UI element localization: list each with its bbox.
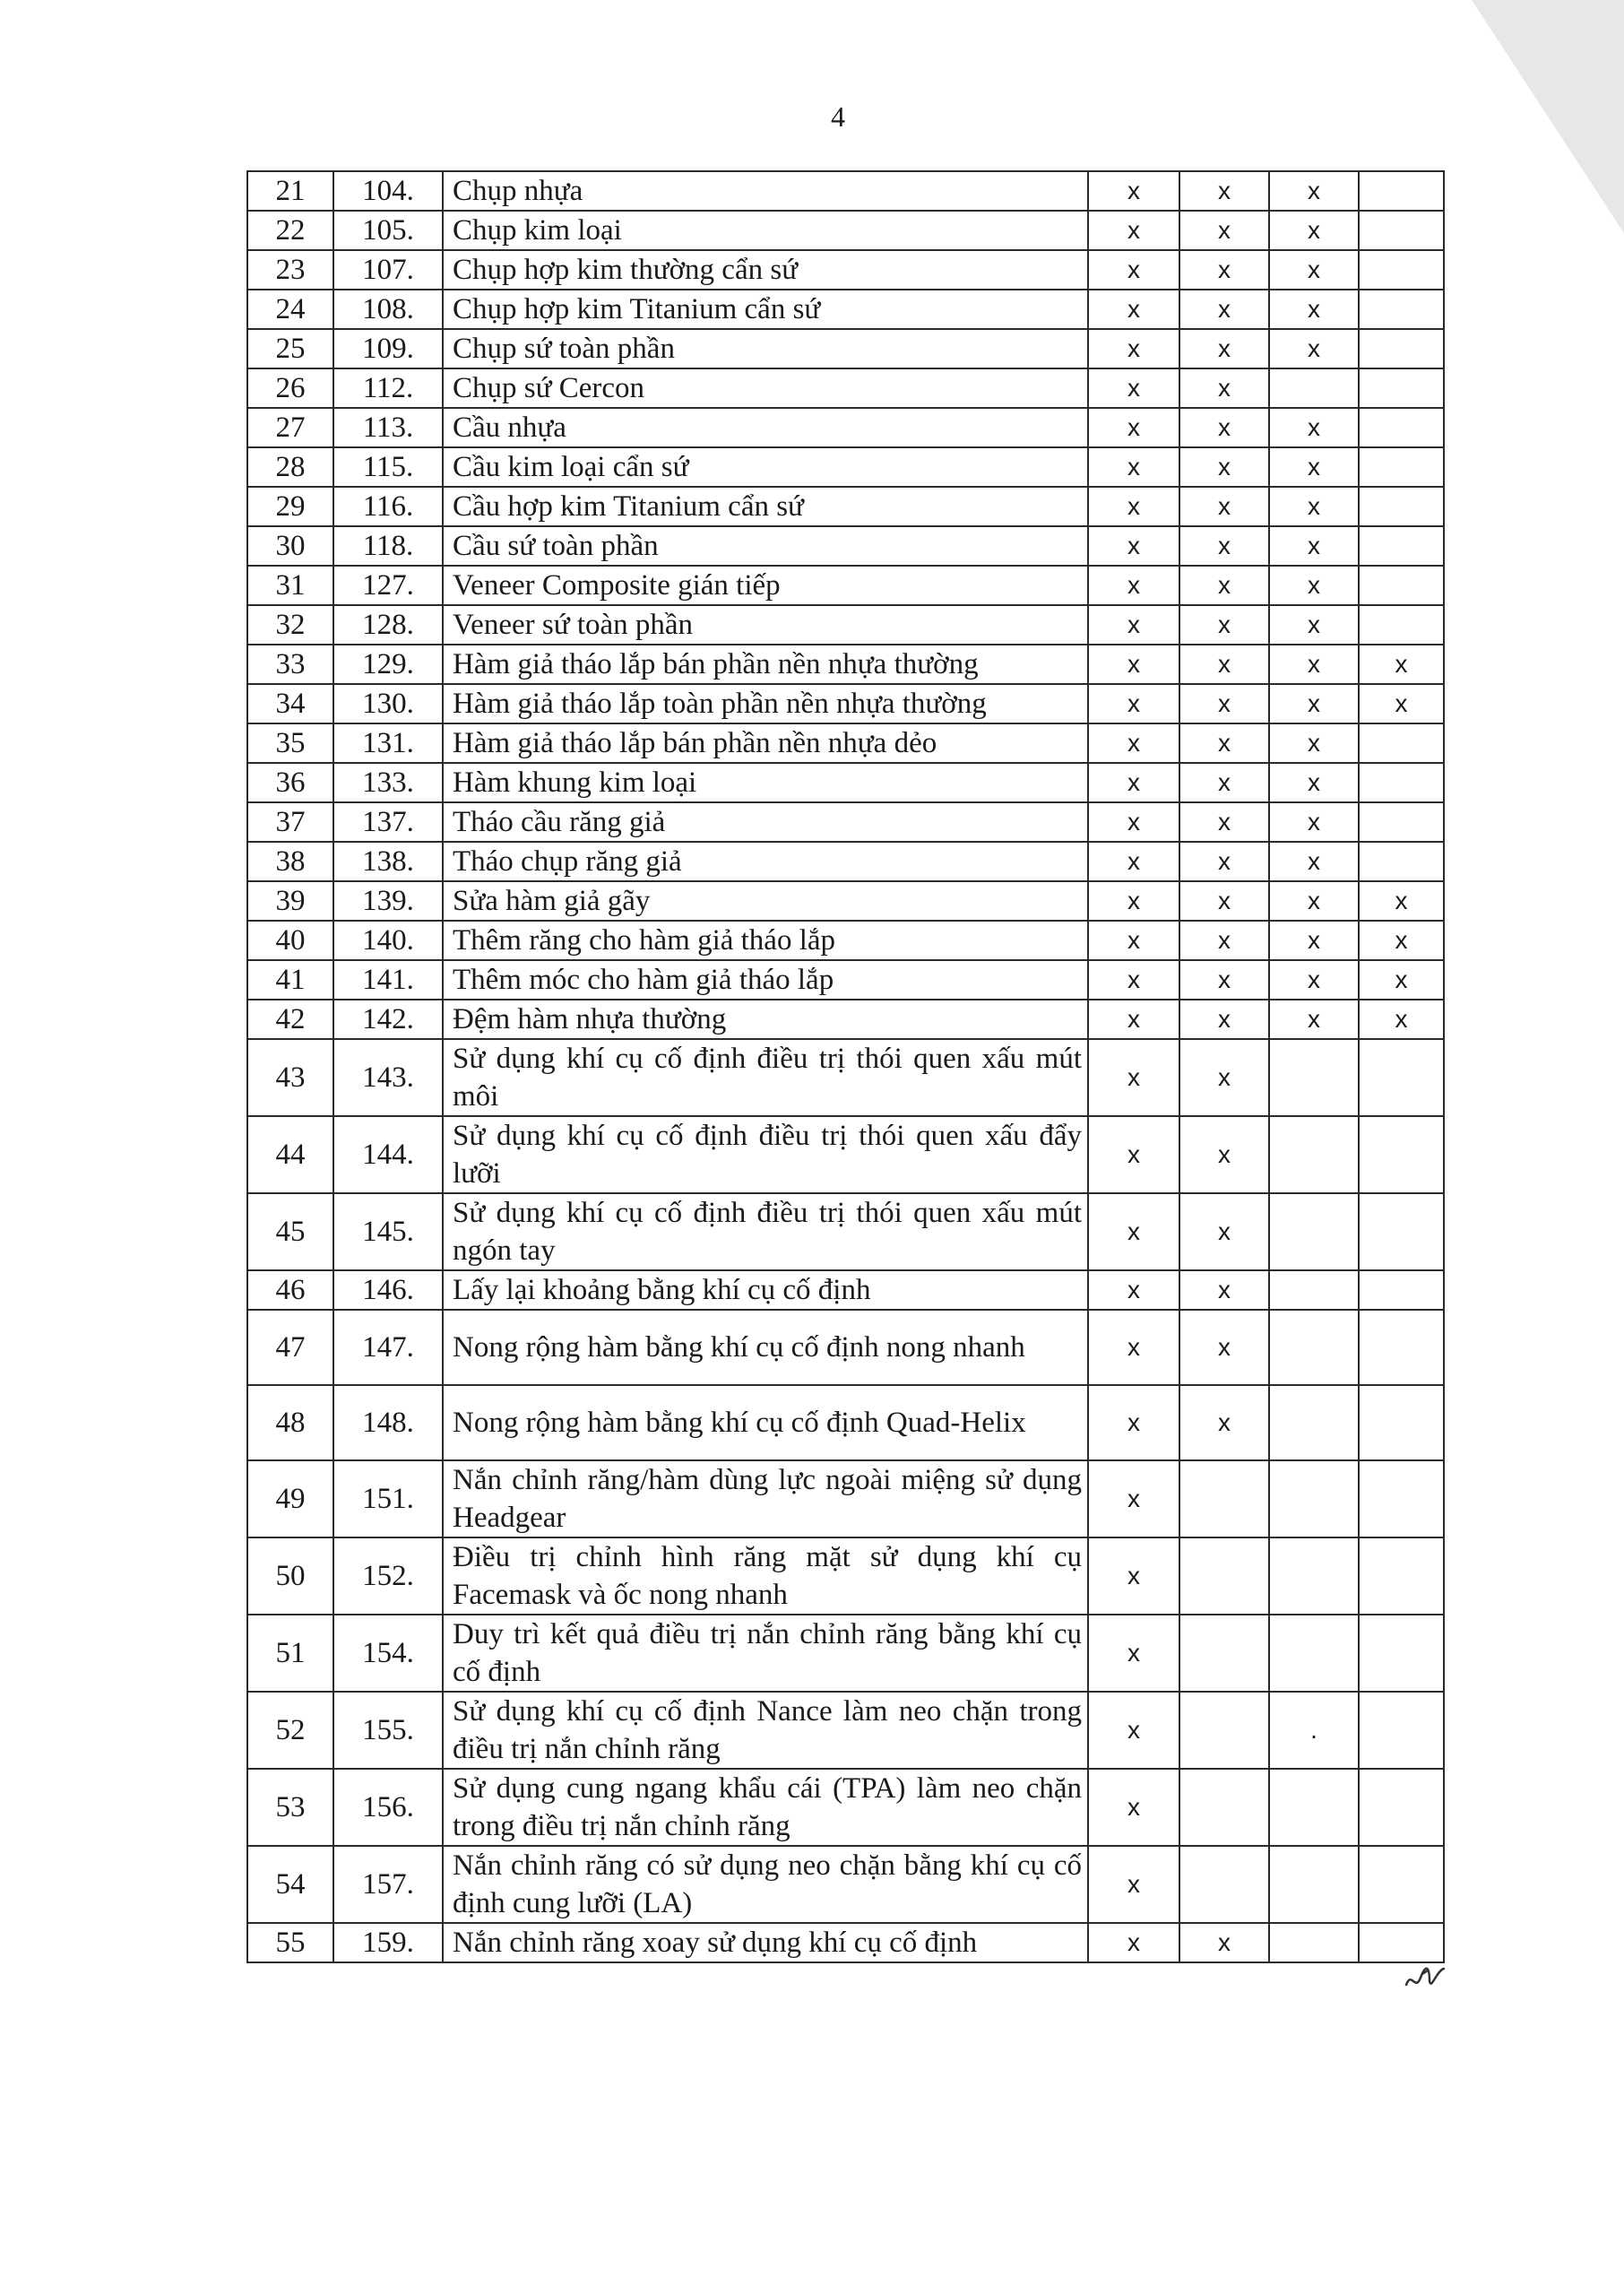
row-mark-col1: x: [1088, 290, 1179, 329]
row-mark-col3: x: [1269, 447, 1359, 487]
row-mark-col4: x: [1359, 1000, 1444, 1039]
table-row: [247, 881, 1444, 921]
row-service-name: Sửa hàm giả gãy: [443, 881, 1088, 921]
table-row: [247, 171, 1444, 211]
row-code: 146.: [333, 1270, 443, 1310]
row-stt: 44: [247, 1116, 333, 1193]
table-row: [247, 1270, 1444, 1310]
row-mark-col1: x: [1088, 487, 1179, 526]
row-code: 131.: [333, 723, 443, 763]
table-row: [247, 842, 1444, 881]
row-mark-col1: x: [1088, 881, 1179, 921]
row-mark-col2: x: [1179, 802, 1269, 842]
row-code: 127.: [333, 566, 443, 605]
row-code: 118.: [333, 526, 443, 566]
row-service-name: Nong rộng hàm bằng khí cụ cố định Quad-Helix: [443, 1385, 1088, 1460]
row-mark-col1: x: [1088, 802, 1179, 842]
row-stt: 34: [247, 684, 333, 723]
row-mark-col2: [1179, 1769, 1269, 1846]
row-mark-col4: [1359, 487, 1444, 526]
row-code: 155.: [333, 1692, 443, 1769]
table-row: [247, 684, 1444, 723]
row-stt: 55: [247, 1923, 333, 1962]
row-code: 107.: [333, 250, 443, 290]
table-row: [247, 290, 1444, 329]
row-mark-col3: x: [1269, 211, 1359, 250]
row-mark-col1: x: [1088, 1846, 1179, 1923]
row-mark-col3: [1269, 1310, 1359, 1385]
row-mark-col1: x: [1088, 1270, 1179, 1310]
row-stt: 36: [247, 763, 333, 802]
row-mark-col3: x: [1269, 1000, 1359, 1039]
row-code: 147.: [333, 1310, 443, 1385]
row-code: 152.: [333, 1537, 443, 1615]
row-service-name: Nong rộng hàm bằng khí cụ cố định nong nhanh: [443, 1310, 1088, 1385]
table-row: [247, 566, 1444, 605]
row-mark-col4: [1359, 1270, 1444, 1310]
row-mark-col3: [1269, 1769, 1359, 1846]
row-mark-col4: [1359, 763, 1444, 802]
table-row: [247, 763, 1444, 802]
row-mark-col2: x: [1179, 1385, 1269, 1460]
row-mark-col4: [1359, 211, 1444, 250]
table-row: [247, 960, 1444, 1000]
row-mark-col3: [1269, 1460, 1359, 1537]
row-mark-col4: x: [1359, 881, 1444, 921]
row-mark-col1: x: [1088, 684, 1179, 723]
row-stt: 23: [247, 250, 333, 290]
row-code: 104.: [333, 171, 443, 211]
table-row: [247, 1460, 1444, 1537]
row-mark-col2: x: [1179, 368, 1269, 408]
row-stt: 35: [247, 723, 333, 763]
row-mark-col4: x: [1359, 960, 1444, 1000]
table-row: [247, 211, 1444, 250]
row-mark-col2: [1179, 1692, 1269, 1769]
row-service-name: Cầu sứ toàn phần: [443, 526, 1088, 566]
row-code: 157.: [333, 1846, 443, 1923]
table-row: [247, 447, 1444, 487]
row-service-name: Sử dụng khí cụ cố định điều trị thói quen xấu mút ngón tay: [443, 1193, 1088, 1270]
row-mark-col2: x: [1179, 329, 1269, 368]
row-code: 143.: [333, 1039, 443, 1116]
row-mark-col3: x: [1269, 250, 1359, 290]
row-mark-col4: [1359, 1537, 1444, 1615]
row-mark-col3: x: [1269, 723, 1359, 763]
row-service-name: Thêm móc cho hàm giả tháo lắp: [443, 960, 1088, 1000]
row-stt: 29: [247, 487, 333, 526]
row-mark-col1: x: [1088, 1923, 1179, 1962]
table-row: [247, 329, 1444, 368]
row-service-name: Tháo cầu răng giả: [443, 802, 1088, 842]
row-mark-col4: [1359, 368, 1444, 408]
row-stt: 32: [247, 605, 333, 645]
row-service-name: Sử dụng khí cụ cố định Nance làm neo chặn trong điều trị nắn chỉnh răng: [443, 1692, 1088, 1769]
row-mark-col3: [1269, 1193, 1359, 1270]
row-mark-col1: x: [1088, 1039, 1179, 1116]
row-stt: 31: [247, 566, 333, 605]
row-mark-col2: x: [1179, 290, 1269, 329]
row-mark-col3: x: [1269, 487, 1359, 526]
row-code: 112.: [333, 368, 443, 408]
row-mark-col2: x: [1179, 605, 1269, 645]
table-row: [247, 526, 1444, 566]
row-mark-col3: x: [1269, 881, 1359, 921]
row-stt: 53: [247, 1769, 333, 1846]
row-mark-col2: x: [1179, 526, 1269, 566]
row-mark-col1: x: [1088, 1310, 1179, 1385]
row-mark-col3: x: [1269, 329, 1359, 368]
row-mark-col4: [1359, 1193, 1444, 1270]
row-mark-col1: x: [1088, 645, 1179, 684]
row-code: 137.: [333, 802, 443, 842]
row-mark-col4: [1359, 842, 1444, 881]
row-mark-col1: x: [1088, 1000, 1179, 1039]
row-code: 151.: [333, 1460, 443, 1537]
row-mark-col1: x: [1088, 921, 1179, 960]
row-mark-col2: x: [1179, 921, 1269, 960]
page-number: 4: [831, 100, 845, 133]
row-stt: 25: [247, 329, 333, 368]
table-row: [247, 802, 1444, 842]
row-mark-col2: x: [1179, 408, 1269, 447]
row-mark-col4: [1359, 1923, 1444, 1962]
row-service-name: Nắn chỉnh răng/hàm dùng lực ngoài miệng sử dụng Headgear: [443, 1460, 1088, 1537]
table-row: [247, 487, 1444, 526]
row-mark-col1: x: [1088, 1769, 1179, 1846]
row-service-name: Chụp hợp kim thường cẩn sứ: [443, 250, 1088, 290]
row-code: 133.: [333, 763, 443, 802]
row-mark-col3: x: [1269, 645, 1359, 684]
row-code: 156.: [333, 1769, 443, 1846]
row-mark-col4: x: [1359, 684, 1444, 723]
row-stt: 54: [247, 1846, 333, 1923]
row-mark-col3: [1269, 1923, 1359, 1962]
row-code: 113.: [333, 408, 443, 447]
table-row: [247, 1116, 1444, 1193]
row-mark-col1: x: [1088, 1692, 1179, 1769]
row-mark-col4: [1359, 290, 1444, 329]
row-stt: 21: [247, 171, 333, 211]
row-service-name: Đệm hàm nhựa thường: [443, 1000, 1088, 1039]
initials-mark: [1403, 1962, 1447, 1997]
row-stt: 51: [247, 1615, 333, 1692]
row-mark-col3: .: [1269, 1692, 1359, 1769]
row-mark-col4: [1359, 1116, 1444, 1193]
row-code: 148.: [333, 1385, 443, 1460]
table-row: [247, 723, 1444, 763]
row-stt: 30: [247, 526, 333, 566]
row-stt: 42: [247, 1000, 333, 1039]
row-mark-col2: x: [1179, 250, 1269, 290]
row-mark-col4: x: [1359, 645, 1444, 684]
row-mark-col3: [1269, 1270, 1359, 1310]
row-code: 105.: [333, 211, 443, 250]
row-mark-col2: [1179, 1537, 1269, 1615]
row-stt: 37: [247, 802, 333, 842]
row-service-name: Chụp sứ toàn phần: [443, 329, 1088, 368]
row-stt: 52: [247, 1692, 333, 1769]
row-mark-col1: x: [1088, 1193, 1179, 1270]
row-mark-col1: x: [1088, 526, 1179, 566]
row-mark-col2: x: [1179, 487, 1269, 526]
row-mark-col1: x: [1088, 1537, 1179, 1615]
row-code: 128.: [333, 605, 443, 645]
row-stt: 24: [247, 290, 333, 329]
row-mark-col1: x: [1088, 408, 1179, 447]
row-mark-col2: x: [1179, 960, 1269, 1000]
row-mark-col1: x: [1088, 368, 1179, 408]
row-mark-col4: [1359, 1615, 1444, 1692]
row-mark-col2: x: [1179, 645, 1269, 684]
row-mark-col3: x: [1269, 171, 1359, 211]
row-service-name: Veneer Composite gián tiếp: [443, 566, 1088, 605]
row-service-name: Hàm giả tháo lắp bán phần nền nhựa thường: [443, 645, 1088, 684]
row-mark-col1: x: [1088, 842, 1179, 881]
row-stt: 40: [247, 921, 333, 960]
row-mark-col2: [1179, 1460, 1269, 1537]
row-mark-col1: x: [1088, 960, 1179, 1000]
table-row: [247, 1000, 1444, 1039]
row-mark-col2: x: [1179, 723, 1269, 763]
row-mark-col1: x: [1088, 447, 1179, 487]
row-mark-col3: [1269, 1385, 1359, 1460]
row-mark-col4: x: [1359, 921, 1444, 960]
row-mark-col1: x: [1088, 171, 1179, 211]
table-row: [247, 1039, 1444, 1116]
row-service-name: Cầu kim loại cẩn sứ: [443, 447, 1088, 487]
row-mark-col4: [1359, 1310, 1444, 1385]
services-table: [246, 170, 1445, 1963]
row-mark-col3: x: [1269, 684, 1359, 723]
row-mark-col1: x: [1088, 605, 1179, 645]
row-mark-col2: x: [1179, 1923, 1269, 1962]
row-mark-col4: [1359, 1039, 1444, 1116]
row-mark-col3: [1269, 368, 1359, 408]
row-service-name: Sử dụng khí cụ cố định điều trị thói quen xấu đẩy lưỡi: [443, 1116, 1088, 1193]
row-mark-col1: x: [1088, 211, 1179, 250]
row-code: 139.: [333, 881, 443, 921]
row-mark-col2: x: [1179, 1310, 1269, 1385]
row-mark-col2: x: [1179, 447, 1269, 487]
row-stt: 46: [247, 1270, 333, 1310]
row-mark-col4: [1359, 1385, 1444, 1460]
table-row: [247, 1385, 1444, 1460]
row-service-name: Điều trị chỉnh hình răng mặt sử dụng khí cụ Facemask và ốc nong nhanh: [443, 1537, 1088, 1615]
row-service-name: Chụp nhựa: [443, 171, 1088, 211]
row-mark-col3: x: [1269, 921, 1359, 960]
row-service-name: Cầu hợp kim Titanium cẩn sứ: [443, 487, 1088, 526]
row-mark-col2: x: [1179, 881, 1269, 921]
row-mark-col4: [1359, 566, 1444, 605]
row-mark-col1: x: [1088, 1615, 1179, 1692]
row-mark-col2: x: [1179, 211, 1269, 250]
row-mark-col4: [1359, 1846, 1444, 1923]
row-service-name: Tháo chụp răng giả: [443, 842, 1088, 881]
table-row: [247, 368, 1444, 408]
row-stt: 22: [247, 211, 333, 250]
row-mark-col4: [1359, 447, 1444, 487]
row-code: 138.: [333, 842, 443, 881]
row-mark-col3: x: [1269, 526, 1359, 566]
table-row: [247, 1193, 1444, 1270]
row-mark-col4: [1359, 1460, 1444, 1537]
row-service-name: Duy trì kết quả điều trị nắn chỉnh răng bằng khí cụ cố định: [443, 1615, 1088, 1692]
table-row: [247, 1923, 1444, 1962]
row-mark-col3: [1269, 1116, 1359, 1193]
row-mark-col3: [1269, 1537, 1359, 1615]
row-code: 130.: [333, 684, 443, 723]
row-mark-col3: x: [1269, 763, 1359, 802]
table-row: [247, 1769, 1444, 1846]
row-mark-col3: x: [1269, 566, 1359, 605]
table-row: [247, 250, 1444, 290]
row-mark-col3: [1269, 1846, 1359, 1923]
row-mark-col2: x: [1179, 566, 1269, 605]
row-stt: 38: [247, 842, 333, 881]
row-code: 142.: [333, 1000, 443, 1039]
row-mark-col3: x: [1269, 960, 1359, 1000]
row-mark-col1: x: [1088, 1116, 1179, 1193]
row-mark-col3: [1269, 1039, 1359, 1116]
row-mark-col3: x: [1269, 605, 1359, 645]
row-mark-col3: [1269, 1615, 1359, 1692]
row-mark-col4: [1359, 605, 1444, 645]
row-service-name: Cầu nhựa: [443, 408, 1088, 447]
row-stt: 27: [247, 408, 333, 447]
row-stt: 45: [247, 1193, 333, 1270]
row-stt: 41: [247, 960, 333, 1000]
row-code: 145.: [333, 1193, 443, 1270]
row-mark-col2: x: [1179, 1270, 1269, 1310]
row-service-name: Thêm răng cho hàm giả tháo lắp: [443, 921, 1088, 960]
row-mark-col3: x: [1269, 802, 1359, 842]
row-mark-col2: x: [1179, 842, 1269, 881]
row-code: 144.: [333, 1116, 443, 1193]
row-mark-col4: [1359, 802, 1444, 842]
row-service-name: Hàm khung kim loại: [443, 763, 1088, 802]
row-stt: 43: [247, 1039, 333, 1116]
row-mark-col2: [1179, 1615, 1269, 1692]
row-code: 140.: [333, 921, 443, 960]
row-mark-col4: [1359, 526, 1444, 566]
row-service-name: Nắn chỉnh răng có sử dụng neo chặn bằng khí cụ cố định cung lưỡi (LA): [443, 1846, 1088, 1923]
row-mark-col2: x: [1179, 763, 1269, 802]
row-stt: 26: [247, 368, 333, 408]
table-row: [247, 1615, 1444, 1692]
row-mark-col4: [1359, 171, 1444, 211]
row-code: 116.: [333, 487, 443, 526]
row-mark-col2: x: [1179, 1039, 1269, 1116]
table-body: [247, 171, 1444, 1962]
row-stt: 47: [247, 1310, 333, 1385]
row-code: 115.: [333, 447, 443, 487]
row-service-name: Chụp hợp kim Titanium cẩn sứ: [443, 290, 1088, 329]
row-service-name: Nắn chỉnh răng xoay sử dụng khí cụ cố định: [443, 1923, 1088, 1962]
row-code: 141.: [333, 960, 443, 1000]
row-code: 129.: [333, 645, 443, 684]
row-service-name: Hàm giả tháo lắp bán phần nền nhựa dẻo: [443, 723, 1088, 763]
row-code: 159.: [333, 1923, 443, 1962]
table-row: [247, 408, 1444, 447]
row-mark-col2: x: [1179, 171, 1269, 211]
table-row: [247, 921, 1444, 960]
row-mark-col1: x: [1088, 566, 1179, 605]
row-mark-col4: [1359, 1692, 1444, 1769]
row-mark-col2: x: [1179, 1193, 1269, 1270]
row-mark-col1: x: [1088, 723, 1179, 763]
row-stt: 50: [247, 1537, 333, 1615]
row-stt: 49: [247, 1460, 333, 1537]
row-mark-col4: [1359, 250, 1444, 290]
table-row: [247, 1537, 1444, 1615]
table-row: [247, 1692, 1444, 1769]
row-mark-col2: x: [1179, 1000, 1269, 1039]
row-stt: 39: [247, 881, 333, 921]
table-row: [247, 645, 1444, 684]
row-mark-col1: x: [1088, 1460, 1179, 1537]
row-mark-col3: x: [1269, 290, 1359, 329]
row-mark-col1: x: [1088, 250, 1179, 290]
table-row: [247, 1846, 1444, 1923]
row-service-name: Sử dụng khí cụ cố định điều trị thói quen xấu mút môi: [443, 1039, 1088, 1116]
row-code: 154.: [333, 1615, 443, 1692]
row-service-name: Chụp sứ Cercon: [443, 368, 1088, 408]
row-service-name: Hàm giả tháo lắp toàn phần nền nhựa thường: [443, 684, 1088, 723]
row-service-name: Chụp kim loại: [443, 211, 1088, 250]
row-service-name: Veneer sứ toàn phần: [443, 605, 1088, 645]
row-mark-col2: x: [1179, 684, 1269, 723]
row-service-name: Sử dụng cung ngang khẩu cái (TPA) làm neo chặn trong điều trị nắn chỉnh răng: [443, 1769, 1088, 1846]
row-stt: 48: [247, 1385, 333, 1460]
table-row: [247, 605, 1444, 645]
row-mark-col4: [1359, 723, 1444, 763]
row-stt: 33: [247, 645, 333, 684]
row-mark-col3: x: [1269, 408, 1359, 447]
row-mark-col4: [1359, 329, 1444, 368]
row-mark-col2: x: [1179, 1116, 1269, 1193]
row-code: 108.: [333, 290, 443, 329]
row-service-name: Lấy lại khoảng bằng khí cụ cố định: [443, 1270, 1088, 1310]
row-mark-col4: [1359, 1769, 1444, 1846]
row-mark-col4: [1359, 408, 1444, 447]
row-mark-col2: [1179, 1846, 1269, 1923]
row-mark-col1: x: [1088, 1385, 1179, 1460]
row-mark-col3: x: [1269, 842, 1359, 881]
table-row: [247, 1310, 1444, 1385]
row-mark-col1: x: [1088, 763, 1179, 802]
row-mark-col1: x: [1088, 329, 1179, 368]
row-code: 109.: [333, 329, 443, 368]
row-stt: 28: [247, 447, 333, 487]
